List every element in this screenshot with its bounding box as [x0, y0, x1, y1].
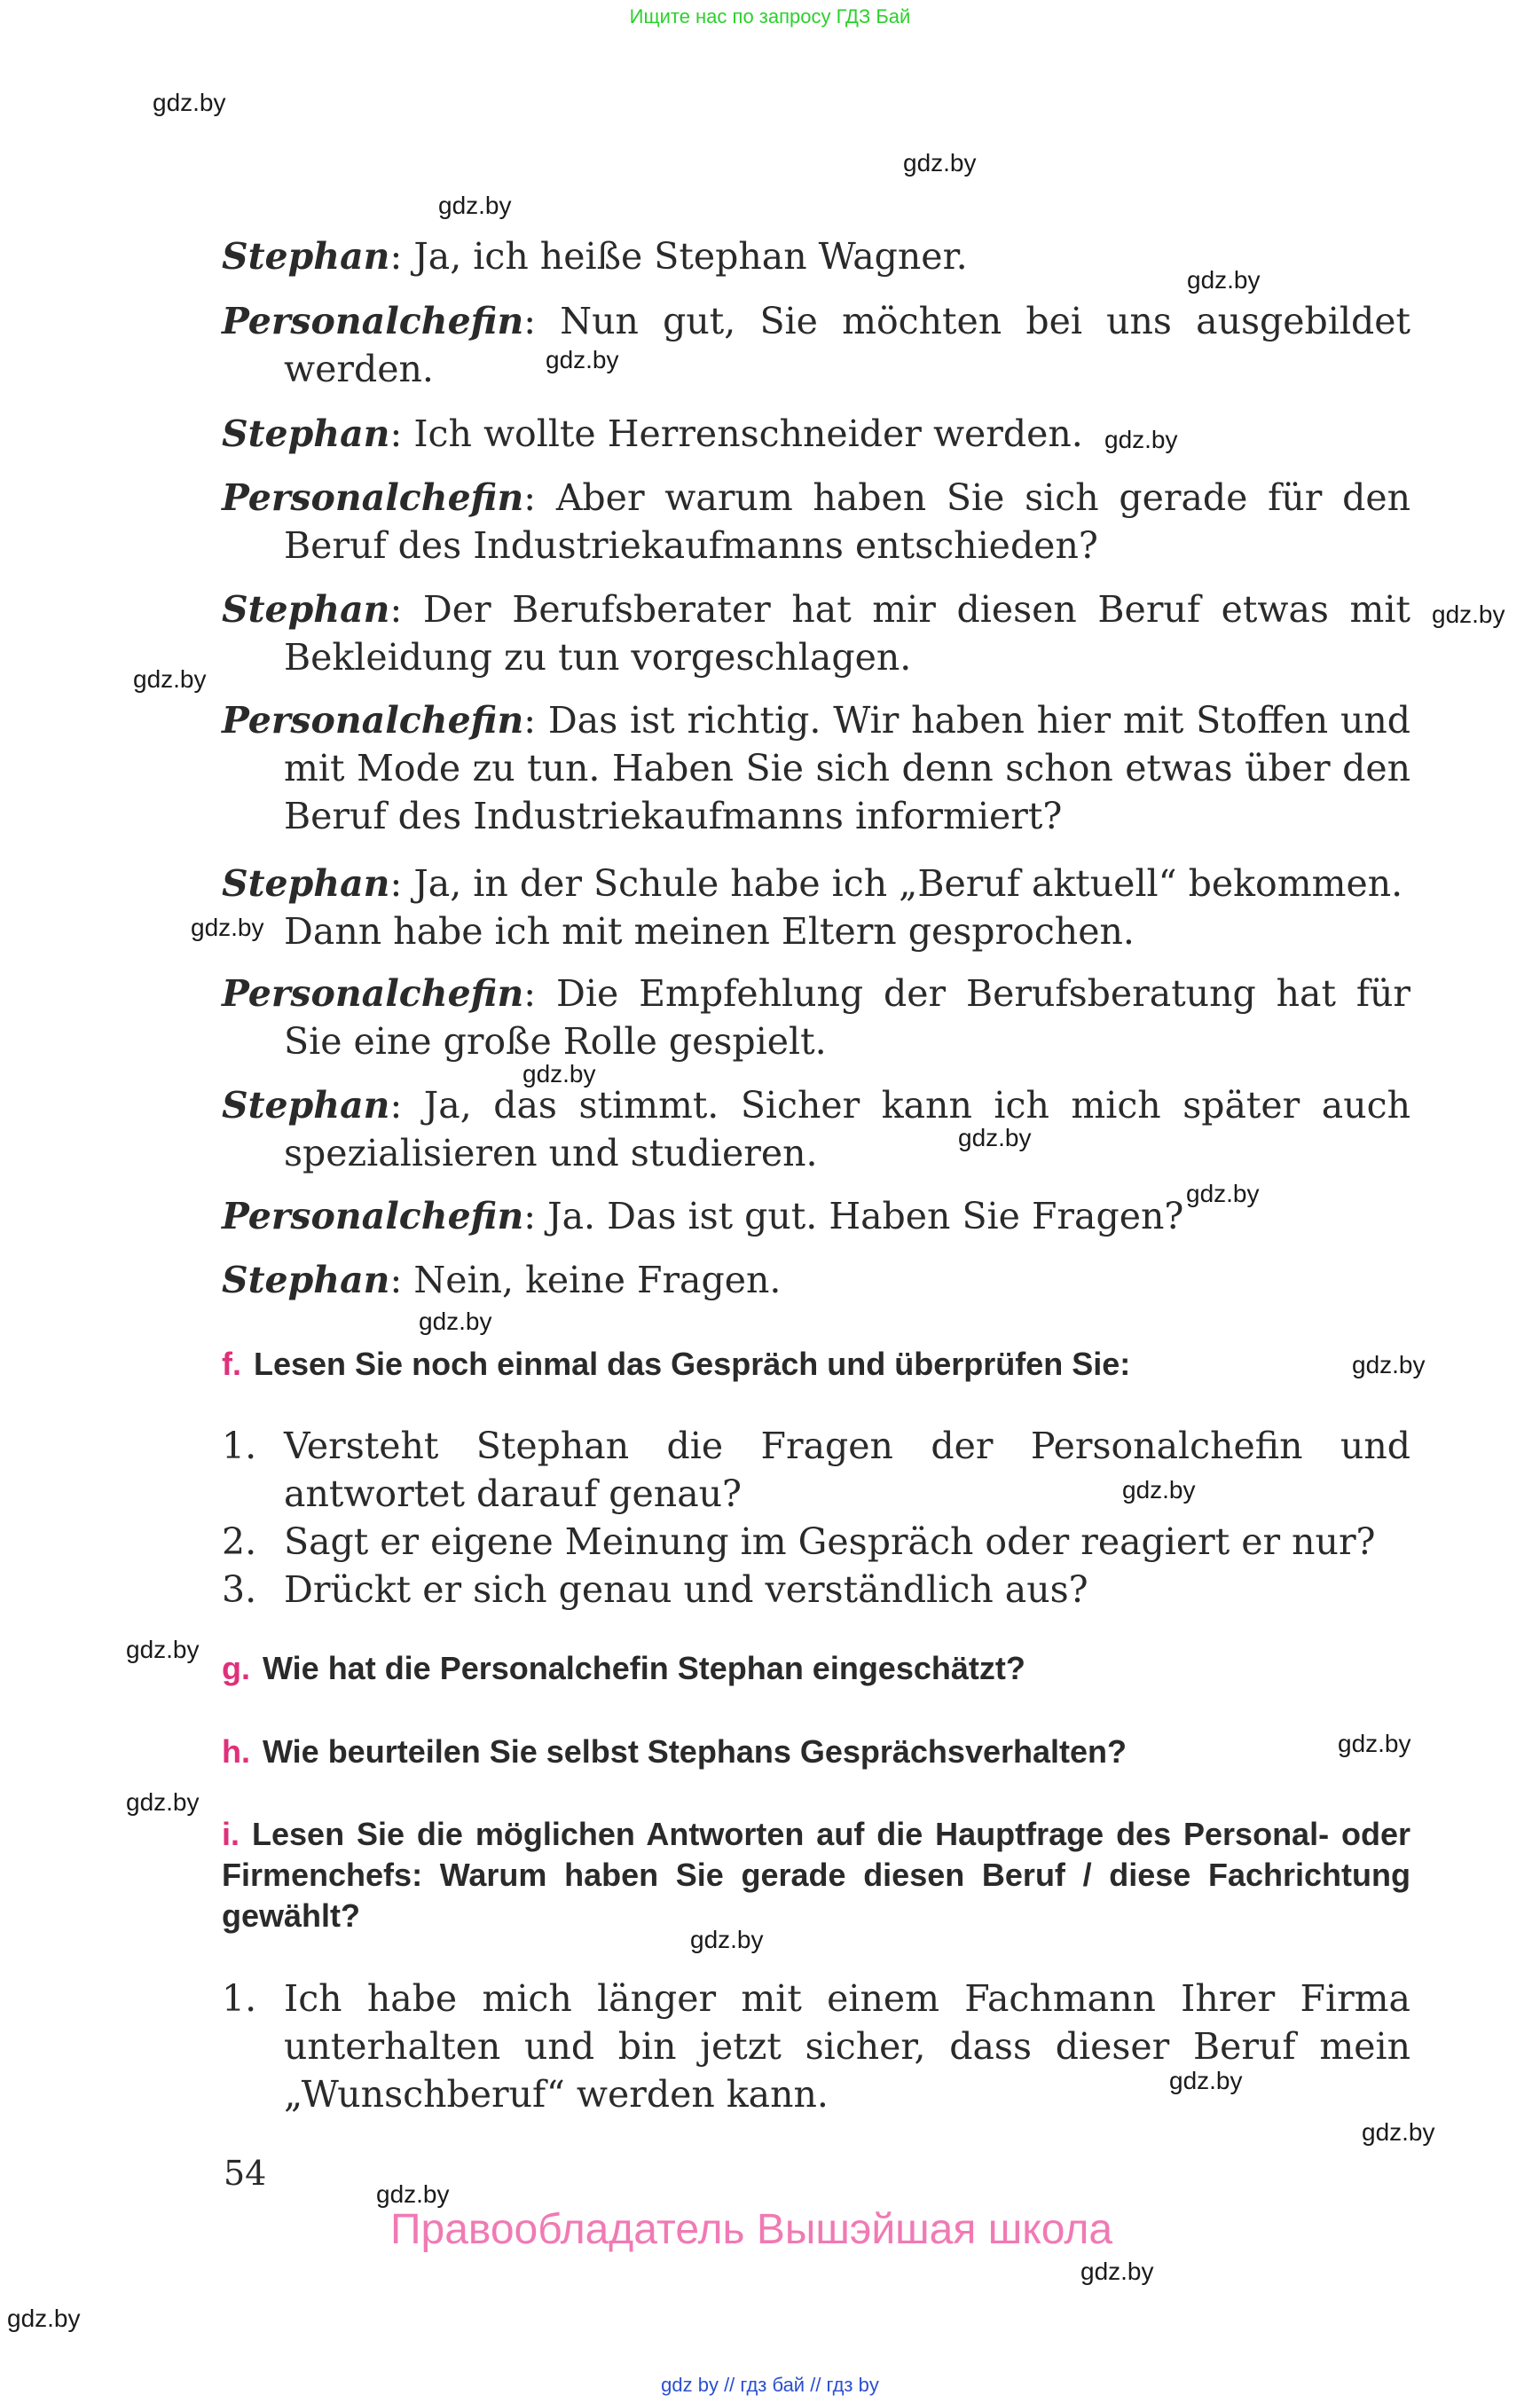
speaker-name: Personalchefin: [222, 476, 524, 519]
task-text: Wie hat die Personalchefin Stephan eingeschätzt?: [263, 1650, 1025, 1686]
watermark: gdz.by: [1187, 266, 1261, 294]
dialog-line: [222, 1081, 1410, 1177]
watermark: gdz.by: [126, 1636, 200, 1663]
watermark: gdz.by: [546, 346, 619, 373]
dialog-line: [222, 696, 1410, 840]
dialog-text: : Ja, das stimmt. Sicher kann ich mich später auch spezialisieren und studieren.: [284, 1084, 1410, 1174]
watermark: gdz.by: [1338, 1730, 1411, 1757]
numbered-item: [222, 1422, 1410, 1518]
watermark: gdz.by: [126, 1788, 200, 1816]
task-letter: i.: [222, 1816, 240, 1852]
watermark: gdz.by: [522, 1060, 596, 1088]
dialog-text: : Nein, keine Fragen.: [389, 1259, 782, 1301]
speaker-name: Stephan: [222, 588, 390, 631]
item-text: Versteht Stephan die Fragen der Personalchefin und antwortet darauf genau?: [284, 1425, 1410, 1515]
speaker-name: Personalchefin: [222, 972, 524, 1015]
task-letter: h.: [222, 1733, 250, 1770]
dialog-line: [222, 860, 1410, 955]
task-h: [222, 1732, 1410, 1772]
watermark: gdz.by: [419, 1308, 492, 1335]
task-letter: f.: [222, 1346, 241, 1382]
dialog-text: : Der Berufsberater hat mir diesen Beruf etwas mit Bekleidung zu tun vorgeschlagen.: [284, 588, 1410, 679]
speaker-name: Stephan: [222, 1084, 390, 1127]
watermark: gdz.by: [903, 149, 977, 177]
watermark: gdz.by: [376, 2180, 450, 2208]
dialog-line: [222, 410, 1410, 458]
speaker-name: Stephan: [222, 1259, 390, 1301]
dialog-text: : Ich wollte Herrenschneider werden.: [389, 412, 1083, 455]
speaker-name: Personalchefin: [222, 699, 524, 742]
watermark: gdz.by: [1432, 601, 1505, 628]
numbered-item: [222, 1975, 1410, 2118]
item-number: 1.: [222, 1977, 257, 2020]
task-text: Lesen Sie noch einmal das Gespräch und überprüfen Sie:: [254, 1346, 1131, 1382]
dialog-line: [222, 585, 1410, 681]
dialog-text: : Ja, in der Schule habe ich „Beruf aktuell“ bekommen. Dann habe ich mit meinen Eltern gesprochen.: [284, 862, 1403, 953]
task-text: Wie beurteilen Sie selbst Stephans Gesprächsverhalten?: [263, 1733, 1128, 1770]
speaker-name: Stephan: [222, 412, 390, 455]
dialog-text: : Ja. Das ist gut. Haben Sie Fragen?: [523, 1195, 1184, 1237]
watermark: gdz.by: [1169, 2067, 1243, 2094]
watermark: gdz.by: [438, 192, 512, 219]
dialog-line: [222, 297, 1410, 393]
dialog-text: : Das ist richtig. Wir haben hier mit Stoffen und mit Mode zu tun. Haben Sie sich denn schon etwas über den Beruf des Industriekaufmanns informiert?: [284, 699, 1410, 837]
watermark: gdz.by: [1352, 1351, 1426, 1378]
item-text: Sagt er eigene Meinung im Gespräch oder reagiert er nur?: [284, 1520, 1376, 1563]
watermark: gdz.by: [1104, 426, 1178, 453]
watermark: gdz.by: [690, 1926, 764, 1953]
numbered-item: [222, 1566, 1410, 1614]
task-letter: g.: [222, 1650, 250, 1686]
watermark: gdz.by: [1362, 2118, 1435, 2146]
dialog-text: : Aber warum haben Sie sich gerade für den Beruf des Industriekaufmanns entschieden?: [284, 476, 1410, 567]
watermark: gdz.by: [7, 2305, 81, 2332]
speaker-name: Stephan: [222, 235, 390, 278]
task-f: [222, 1344, 1410, 1385]
watermark: gdz.by: [191, 914, 264, 941]
watermark: gdz.by: [1080, 2258, 1154, 2285]
rights-holder: Правообладатель Вышэйшая школа: [390, 2206, 1113, 2253]
dialog-text: : Ja, ich heiße Stephan Wagner.: [389, 235, 968, 278]
watermark: gdz.by: [133, 665, 207, 693]
watermark: gdz.by: [958, 1124, 1032, 1151]
task-text: Lesen Sie die möglichen Antworten auf die Hauptfrage des Personal- oder Firmenchefs: Warum haben Sie gerade diesen Beruf / diese Fachrichtung gewählt?: [222, 1816, 1410, 1934]
speaker-name: Personalchefin: [222, 1195, 524, 1237]
item-number: 2.: [222, 1520, 257, 1563]
watermark: gdz.by: [153, 89, 226, 116]
dialog-text: : Die Empfehlung der Berufsberatung hat für Sie eine große Rolle gespielt.: [284, 972, 1410, 1063]
speaker-name: Personalchefin: [222, 300, 524, 342]
dialog-text: : Nun gut, Sie möchten bei uns ausgebildet werden.: [284, 300, 1410, 390]
item-text: Ich habe mich länger mit einem Fachmann Ihrer Firma unterhalten und bin jetzt sicher, dass dieser Beruf mein „Wunschberuf“ werden kann.: [284, 1977, 1410, 2116]
footer-links[interactable]: gdz by // гдз бай // гдз by: [661, 2374, 879, 2396]
task-i: [222, 1814, 1410, 1936]
item-text: Drückt er sich genau und verständlich aus?: [284, 1568, 1088, 1611]
task-g: [222, 1648, 1410, 1689]
speaker-name: Stephan: [222, 862, 390, 905]
page-number: 54: [224, 2154, 267, 2193]
dialog-line: [222, 1256, 1410, 1304]
dialog-line: [222, 970, 1410, 1065]
watermark: gdz.by: [1122, 1476, 1196, 1504]
top-banner[interactable]: Ищите нас по запросу ГДЗ Бай: [629, 5, 911, 27]
item-number: 1.: [222, 1425, 257, 1467]
numbered-item: [222, 1518, 1410, 1566]
dialog-line: [222, 474, 1410, 569]
watermark: gdz.by: [1186, 1180, 1260, 1207]
item-number: 3.: [222, 1568, 257, 1611]
